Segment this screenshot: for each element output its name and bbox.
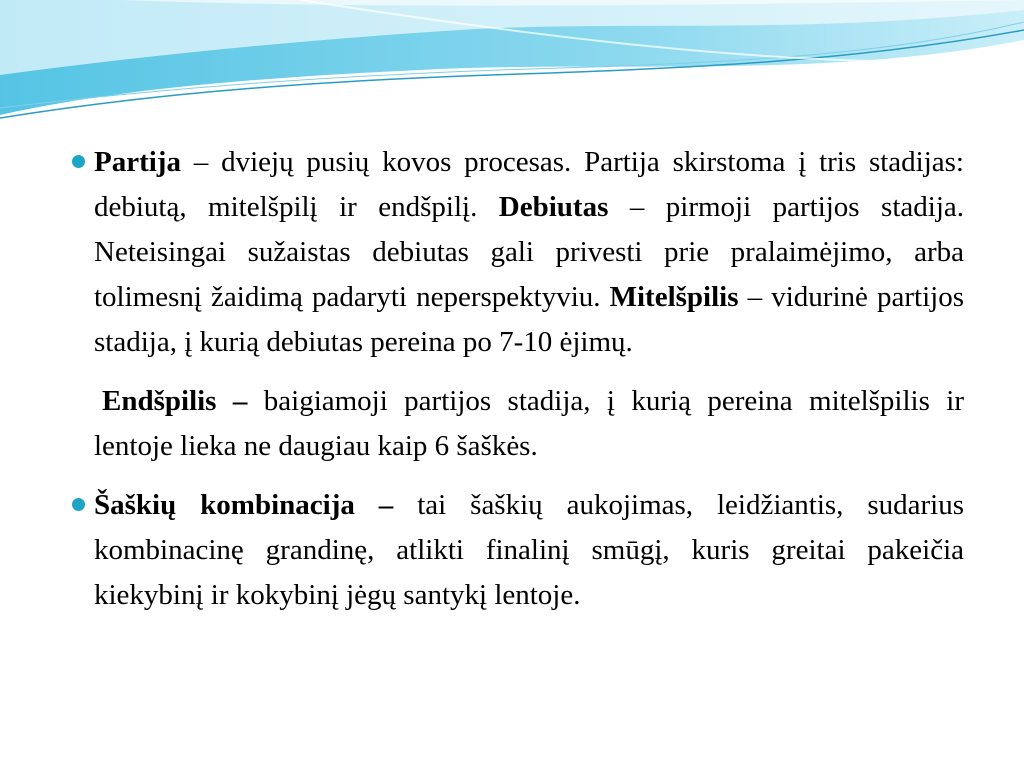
bullet-partija <box>72 140 964 365</box>
circle-bullet-icon <box>72 155 85 168</box>
term-endspilis: Endšpilis – <box>102 385 248 417</box>
paragraph-endspilis <box>72 379 964 469</box>
header-wave-decoration <box>0 0 1024 140</box>
text-partija: – dviejų pusių kovos procesas. Partija skirstoma į tris stadijas: debiutą, mitelšpilį ir endšpilį. <box>94 146 964 223</box>
term-debiutas: Debiutas <box>498 191 609 223</box>
bullet-kombinacija <box>72 483 964 618</box>
term-kombinacija: Šaškių kombinacija – <box>94 489 394 521</box>
text-endspilis: baigiamoji partijos stadija, į kurią pereina mitelšpilis ir lentoje lieka ne daugiau kaip 6 šaškės. <box>94 385 964 462</box>
text-mitelspilis: – vidurinė partijos stadija, į kurią debiutas pereina po 7-10 ėjimų. <box>94 281 964 358</box>
text-kombinacija: tai šaškių aukojimas, leidžiantis, sudarius kombinacinę grandinę, atlikti finalinį smūgį, kuris greitai pakeičia kiekybinį ir kokybinį jėgų santykį lentoje. <box>94 489 965 611</box>
term-mitelspilis: Mitelšpilis <box>609 281 739 313</box>
text-debiutas: – pirmoji partijos stadija. Neteisingai sužaistas debiutas gali privesti prie pralaimėjimo, arba tolimesnį žaidimą padaryti neperspektyviu. <box>94 191 964 313</box>
slide-content <box>72 140 964 632</box>
circle-bullet-icon <box>72 498 85 511</box>
term-partija: Partija <box>94 146 181 178</box>
